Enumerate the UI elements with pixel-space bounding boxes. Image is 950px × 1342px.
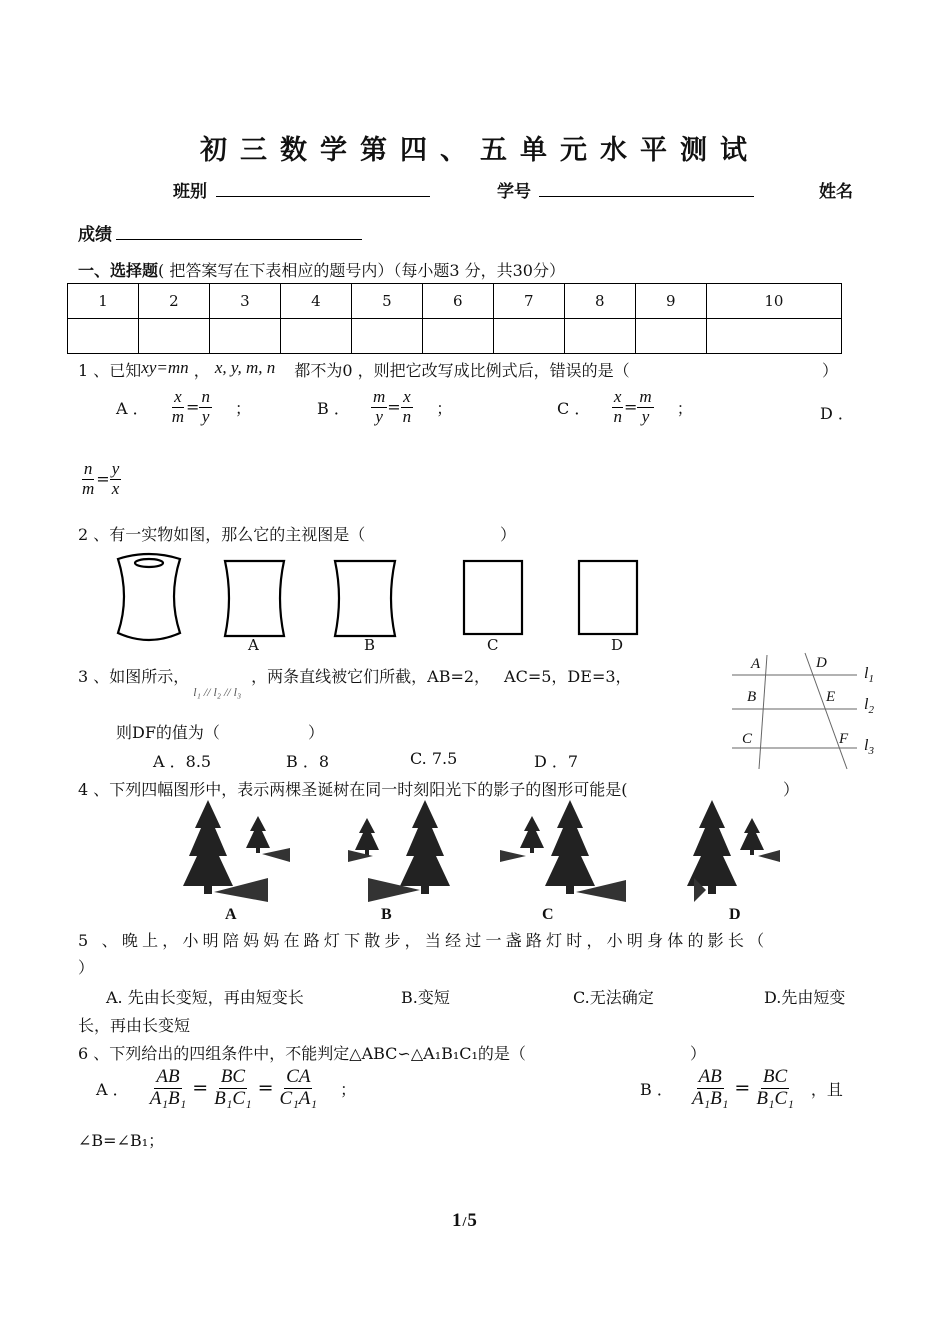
l-sub: 2: [868, 704, 874, 717]
q2-object-figure: [118, 554, 180, 640]
q5-option-d-cont: 长，再由长变短: [78, 1016, 191, 1035]
q5-option-d: D.先由短变: [764, 988, 846, 1007]
q3-stem-c: AC=5，DE=3，: [504, 667, 632, 686]
equals: =: [257, 1077, 274, 1100]
q3-stem-b: ，两条直线被它们所截，AB=2，: [251, 667, 491, 686]
q3-label-l3: [864, 737, 874, 757]
answer-cell[interactable]: [706, 319, 841, 354]
frac-num: CA: [286, 1066, 311, 1087]
student-no-label: 学号: [497, 182, 531, 202]
frac-den: B₁C₁: [756, 1087, 794, 1109]
l-letter: l: [864, 696, 869, 713]
section1-heading-bold: 一、选择题: [78, 261, 159, 280]
equals: =: [387, 397, 401, 417]
fraction: [401, 388, 414, 426]
q4-label-d: D: [729, 906, 741, 923]
q1-option-a: [116, 388, 251, 426]
q1-option-a-label: A ．: [116, 398, 149, 418]
q3-option-a: A ．8.5: [153, 752, 212, 771]
page-sep: /: [462, 1215, 467, 1230]
answer-table-answer-row: [68, 319, 842, 354]
frac-den: y: [375, 406, 383, 426]
q1-eq-rhs: =mn: [156, 358, 189, 377]
q4-option-a-figure: [183, 800, 290, 902]
frac-num: y: [111, 459, 120, 478]
fraction: [110, 460, 122, 498]
fraction: [278, 1067, 320, 1110]
frac-den: n: [402, 406, 412, 426]
q1-stem-a: 1 、已知: [78, 361, 142, 380]
q2-label-b: B: [364, 636, 376, 654]
equals: =: [192, 1077, 209, 1100]
q1-option-c-tail: ；: [676, 398, 693, 418]
fraction: [637, 388, 653, 426]
equals: =: [734, 1077, 751, 1100]
table-header-cell: 8: [564, 284, 635, 319]
fraction: [212, 1067, 254, 1110]
q4-option-b-figure: [348, 800, 450, 902]
q1-option-b-label: B ．: [317, 398, 350, 418]
q4-close-paren: ）: [783, 780, 800, 799]
l-letter: l: [864, 737, 869, 754]
q3-option-b: B ．8: [286, 752, 330, 771]
transversal-1: [759, 655, 767, 769]
table-header-cell: 9: [635, 284, 706, 319]
q3-lines: l₁ // l₂ // l₃: [193, 685, 242, 699]
q1-option-c-label: C ．: [557, 398, 591, 418]
q4-label-a: A: [225, 906, 237, 923]
q1-option-a-tail: ；: [235, 398, 252, 418]
q3-stem: [78, 664, 632, 699]
q1-option-b-tail: ；: [436, 398, 453, 418]
q2-label-c: C: [487, 636, 499, 654]
q1-stem-b: 都不为0 ，则把它改写成比例式后，错误的是（: [294, 361, 630, 380]
answer-cell[interactable]: [209, 319, 280, 354]
answer-cell[interactable]: [351, 319, 422, 354]
q1-eq-lhs: xy: [141, 358, 157, 377]
frac-den: B₁C₁: [214, 1087, 252, 1109]
q1-vars: x, y, m, n: [214, 358, 276, 377]
q6-option-a-label: A ．: [96, 1079, 129, 1099]
fraction: [199, 388, 212, 426]
frac-den: n: [613, 406, 622, 426]
q1-option-d: [80, 460, 121, 498]
q6-option-a: [96, 1067, 356, 1110]
frac-num: x: [613, 387, 622, 406]
table-header-cell: 5: [351, 284, 422, 319]
q6-close-paren: ）: [690, 1044, 707, 1063]
q2-option-d-shape: [579, 561, 637, 634]
frac-den: A₁B₁: [691, 1087, 729, 1109]
q3-label-l2: [864, 696, 874, 716]
table-header-cell: 3: [209, 284, 280, 319]
answer-cell[interactable]: [68, 319, 139, 354]
frac-den: m: [82, 478, 95, 498]
table-header-cell: 4: [280, 284, 351, 319]
q2-label-d: D: [611, 636, 624, 654]
frac-num: m: [639, 387, 652, 406]
answer-cell[interactable]: [635, 319, 706, 354]
page-current: 1: [452, 1210, 462, 1231]
q3-stem-a: 3 、如图所示，: [78, 667, 190, 686]
answer-table: [67, 283, 842, 354]
name-label: 姓名: [819, 182, 853, 202]
q2-figures: [108, 551, 768, 651]
answer-cell[interactable]: [422, 319, 493, 354]
q4-label-c: C: [542, 906, 554, 923]
frac-num: m: [372, 387, 386, 406]
frac-num: BC: [220, 1066, 245, 1087]
fraction: [690, 1067, 730, 1110]
frac-den: C₁A₁: [279, 1087, 318, 1109]
q6-option-b: [640, 1067, 843, 1110]
score-label: 成绩: [78, 225, 112, 245]
l-sub: 3: [868, 745, 874, 758]
frac-num: n: [83, 459, 93, 478]
q4-option-c-figure: [500, 800, 626, 902]
answer-cell[interactable]: [138, 319, 209, 354]
q1-close-paren: ）: [822, 361, 839, 380]
q1-option-d-label: D ．: [820, 404, 854, 423]
section1-heading-rest: ( 把答案写在下表相应的题号内）（每小题3 分，共30分）: [158, 261, 565, 280]
fraction: [80, 460, 96, 498]
q2-option-a-shape: [225, 561, 284, 636]
l-sub: 1: [868, 673, 874, 686]
q2-option-c-shape: [464, 561, 522, 634]
q3-label-F: F: [839, 731, 849, 747]
frac-num: x: [174, 387, 182, 406]
q3-stem-d: 则DF的值为（: [116, 723, 220, 742]
q3-close-paren: ）: [308, 723, 325, 742]
frac-num: n: [201, 387, 210, 406]
q6-option-b-label: B ．: [640, 1079, 673, 1099]
equals: =: [96, 469, 110, 489]
q5-option-b: B.变短: [401, 988, 450, 1007]
class-blank[interactable]: [216, 196, 430, 197]
frac-den: A₁B₁: [149, 1087, 187, 1109]
q3-option-c: C. 7.5: [410, 749, 458, 768]
q5-option-a: A. 先由长变短，再由短变长: [106, 988, 304, 1007]
table-header-cell: 2: [138, 284, 209, 319]
frac-den: y: [641, 406, 650, 426]
fraction: [170, 388, 186, 426]
score-blank[interactable]: [116, 239, 362, 240]
q5-stem: 5 、晚上，小明陪妈妈在路灯下散步，当经过一盏路灯时，小明身体的影长（: [78, 931, 769, 950]
equals: =: [623, 397, 638, 417]
page-total: 5: [467, 1210, 477, 1231]
q3-label-E: E: [826, 689, 836, 705]
answer-cell[interactable]: [280, 319, 351, 354]
q5-option-c: C.无法确定: [573, 988, 654, 1007]
q2-stem: 2 、有一实物如图，那么它的主视图是（: [78, 525, 366, 544]
q6-stem: 6 、下列给出的四组条件中，不能判定△ABC∽△A₁B₁C₁的是（: [78, 1044, 526, 1063]
q3-label-C: C: [742, 731, 753, 747]
table-header-cell: 10: [706, 284, 841, 319]
frac-num: BC: [762, 1066, 788, 1087]
answer-table-header-row: [68, 284, 842, 319]
table-header-cell: 6: [422, 284, 493, 319]
table-header-cell: 7: [493, 284, 564, 319]
equals: =: [186, 397, 200, 417]
frac-den: x: [111, 478, 120, 498]
frac-den: m: [171, 406, 185, 426]
q3-option-d: D ．7: [534, 752, 579, 771]
table-header-cell: 1: [68, 284, 139, 319]
frac-num: AB: [156, 1066, 180, 1087]
page-title: 初三数学第四、五单元水平测试: [200, 135, 760, 166]
q4-option-d-figure: [687, 800, 780, 902]
answer-cell[interactable]: [564, 319, 635, 354]
answer-cell[interactable]: [493, 319, 564, 354]
fraction: [371, 388, 387, 426]
q1-option-b: [317, 388, 452, 426]
l-letter: l: [864, 665, 869, 682]
q4-trees-figure: [180, 798, 790, 908]
section1-heading: [78, 258, 565, 281]
q4-stem: 4 、下列四幅图形中，表示两棵圣诞树在同一时刻阳光下的影子的图形可能是(: [78, 780, 628, 799]
q3-label-A: A: [751, 656, 761, 672]
q6-option-a-tail: ；: [340, 1079, 357, 1099]
q1-option-c: [557, 388, 693, 426]
page-number: [452, 1210, 477, 1232]
frac-num: x: [403, 387, 411, 406]
q1-comma: ，: [193, 361, 210, 380]
q3-label-l1: [864, 665, 874, 685]
q2-label-a: A: [248, 636, 259, 654]
frac-num: AB: [698, 1066, 722, 1087]
q3-label-D: D: [816, 655, 827, 671]
student-no-blank[interactable]: [539, 196, 754, 197]
frac-den: y: [201, 406, 210, 426]
q5-close-paren: ）: [78, 958, 95, 977]
q6-option-b-tail: ，且: [810, 1079, 843, 1099]
q2-close-paren: ）: [500, 525, 517, 544]
q1-stem: [78, 358, 630, 381]
q4-label-b: B: [381, 906, 392, 923]
q2-option-b-shape: [335, 561, 395, 636]
fraction: [754, 1067, 796, 1110]
q6-option-b-cont: ∠B=∠B₁；: [78, 1131, 165, 1150]
class-label: 班别: [173, 182, 207, 202]
q3-label-B: B: [747, 689, 757, 705]
fraction: [611, 388, 624, 426]
fraction: [148, 1067, 188, 1110]
